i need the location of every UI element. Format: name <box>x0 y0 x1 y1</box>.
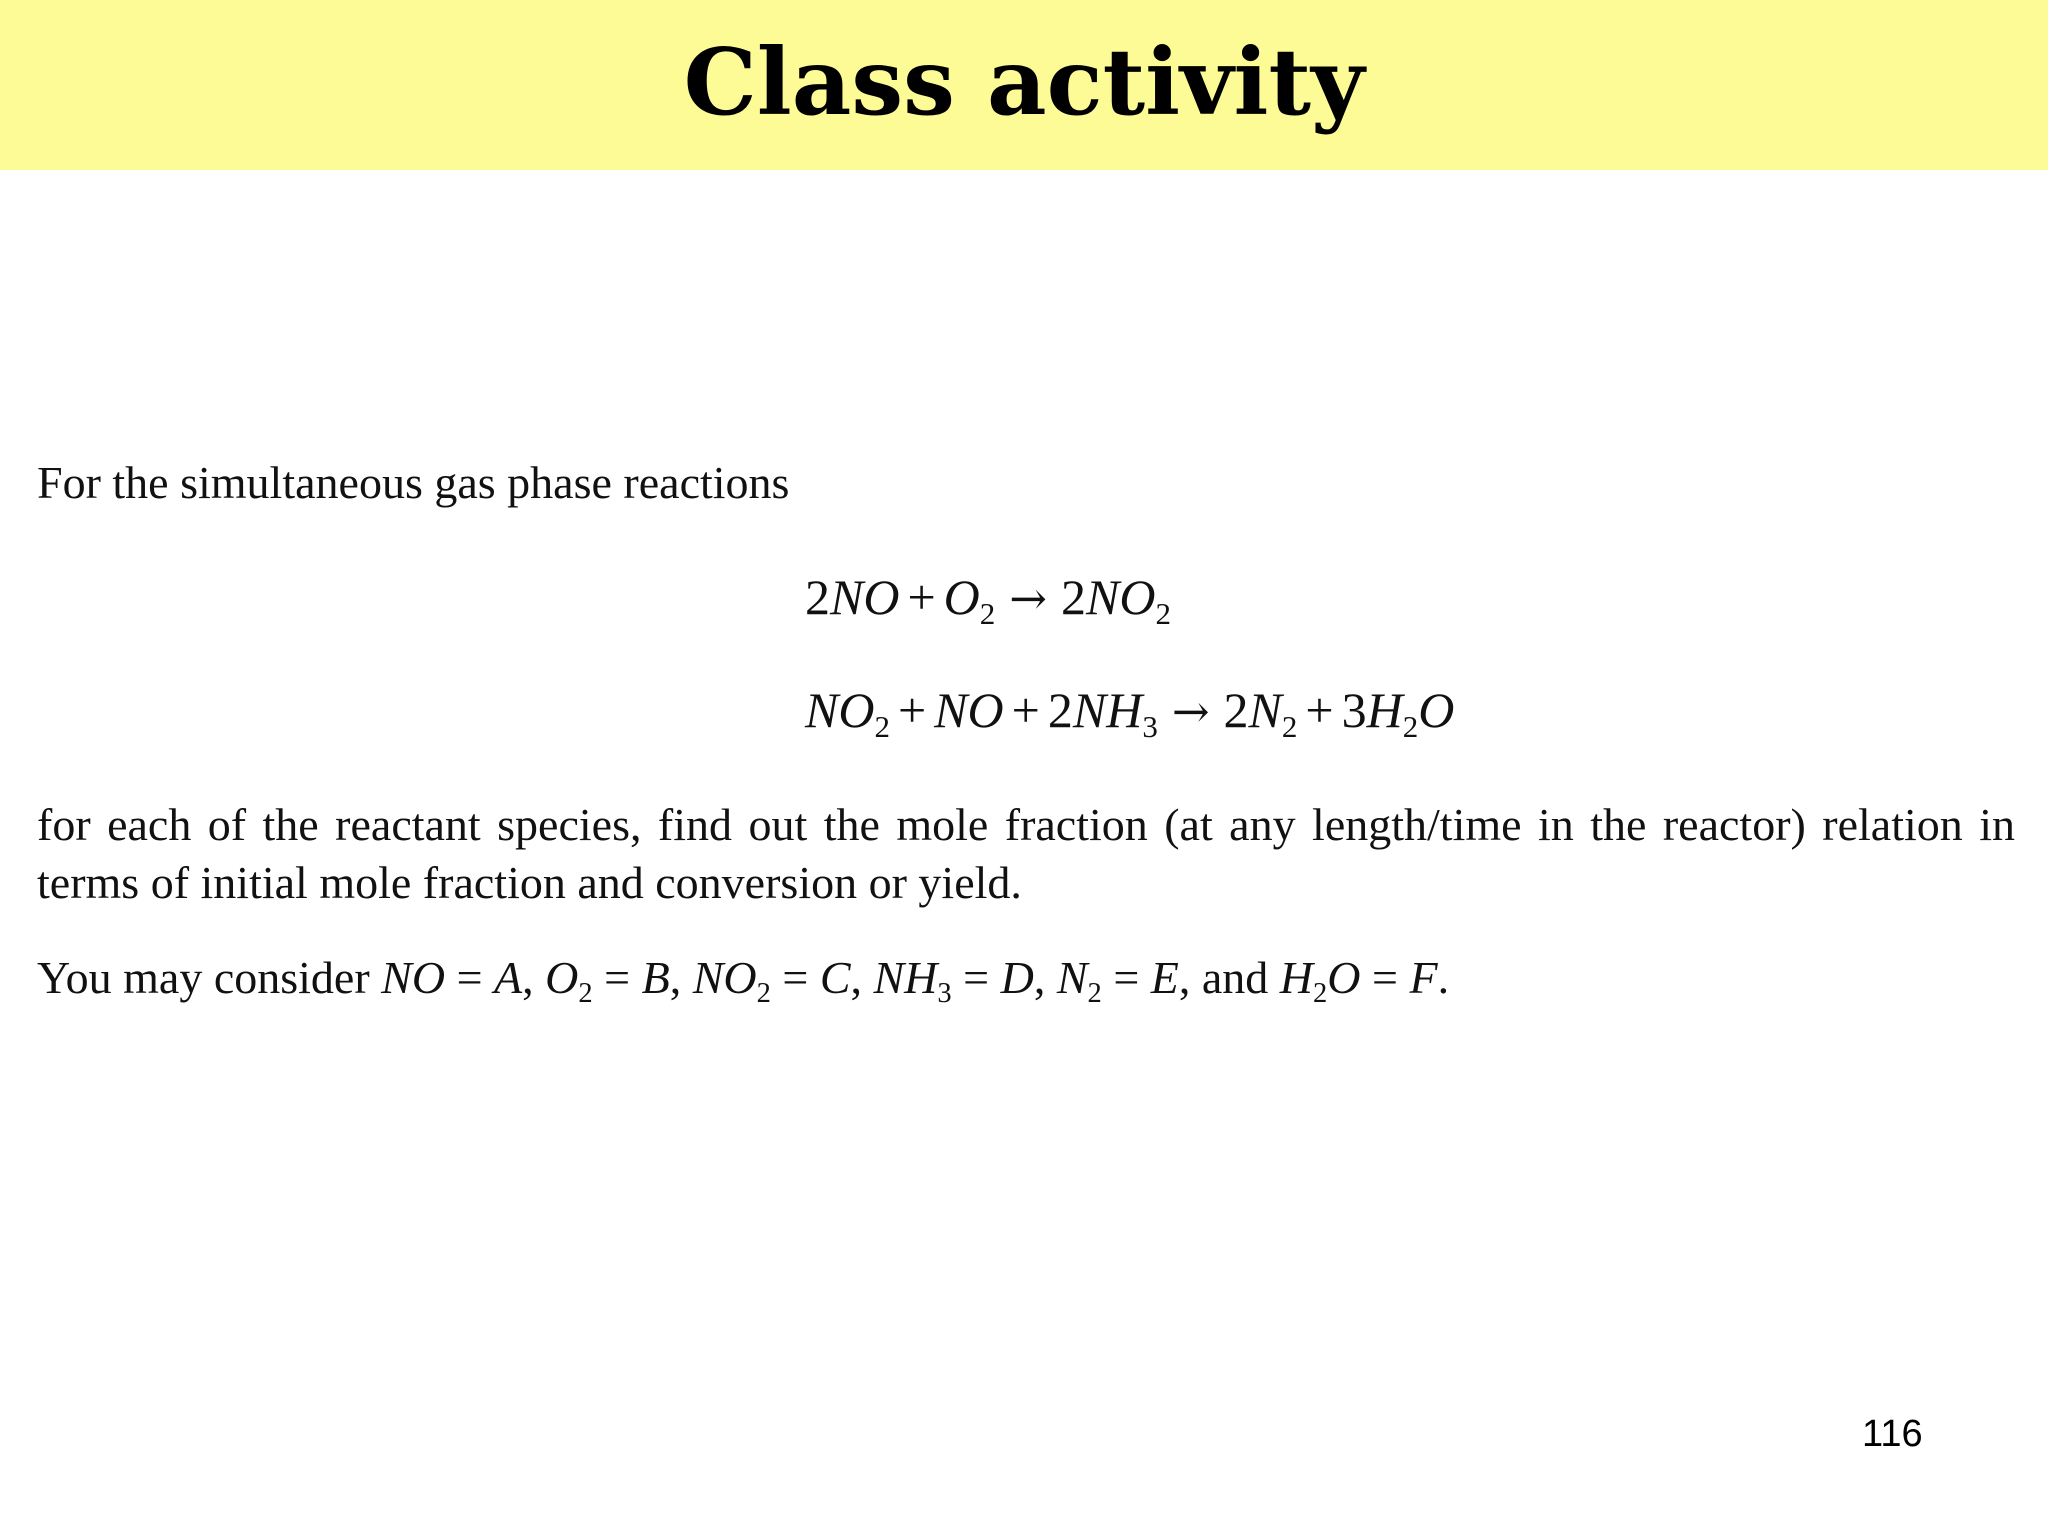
equals: = <box>951 952 1001 1003</box>
letter: B <box>641 952 670 1003</box>
species: H <box>1366 682 1403 738</box>
separator: , <box>1033 952 1057 1003</box>
subscript: 2 <box>578 978 593 1010</box>
species-tail: O <box>1418 682 1455 738</box>
subscript: 3 <box>1142 708 1158 744</box>
species: NO <box>805 682 875 738</box>
subscript: 3 <box>937 978 952 1010</box>
instruction-paragraph: for each of the reactant species, find out the mole fraction (at any length/time in the reactor) relation in terms of initial mole fraction and conversion or yield. <box>37 799 2015 908</box>
subscript: 2 <box>874 708 890 744</box>
subscript: 2 <box>1313 978 1328 1010</box>
reaction-arrow: → <box>1009 572 1047 625</box>
species: H <box>1279 952 1314 1003</box>
subscript: 2 <box>1402 708 1419 744</box>
subscript: 2 <box>756 978 771 1010</box>
species: NO <box>1086 569 1156 625</box>
species: O <box>545 952 579 1003</box>
species: NO <box>692 952 757 1003</box>
plus-sign: + <box>907 569 936 625</box>
subscript: 2 <box>1155 595 1171 631</box>
separator: , <box>850 952 874 1003</box>
letter: A <box>494 952 523 1003</box>
species: O <box>943 569 980 625</box>
intro-text: For the simultaneous gas phase reactions <box>37 457 790 508</box>
reaction-arrow: → <box>1171 685 1210 738</box>
plus-sign: + <box>1305 682 1334 738</box>
species: NH <box>1072 682 1143 738</box>
letter: C <box>819 952 851 1003</box>
consider-prefix: You may consider <box>37 952 382 1003</box>
plus-sign: + <box>897 682 927 738</box>
page-number: 116 <box>1862 1413 1923 1455</box>
separator: , and <box>1178 952 1280 1003</box>
species-tail: O <box>1327 952 1361 1003</box>
plus-sign: + <box>1011 682 1040 738</box>
subscript: 2 <box>979 595 996 631</box>
reaction-equation-2 <box>805 682 1455 744</box>
subscript: 2 <box>1281 708 1298 744</box>
species: NO <box>830 569 900 625</box>
coef: 2 <box>1047 682 1073 738</box>
equals: = <box>592 952 642 1003</box>
equals: = <box>445 952 495 1003</box>
species: N <box>1056 952 1088 1003</box>
equals: = <box>1360 952 1410 1003</box>
separator: . <box>1437 952 1450 1003</box>
letter: E <box>1150 952 1179 1003</box>
equals: = <box>1101 952 1151 1003</box>
subscript: 2 <box>1087 978 1102 1010</box>
species: NH <box>873 952 938 1003</box>
species: NO <box>381 952 446 1003</box>
coef: 2 <box>1061 569 1086 625</box>
species: N <box>1248 682 1282 738</box>
coef: 3 <box>1341 682 1367 738</box>
separator: , <box>522 952 546 1003</box>
letter: F <box>1409 952 1438 1003</box>
slide-title: Class activity <box>683 28 1365 136</box>
separator: , <box>669 952 693 1003</box>
species: NO <box>934 682 1004 738</box>
title-banner <box>0 0 2048 170</box>
coef: 2 <box>805 569 830 625</box>
reaction-equation-1 <box>805 569 1171 631</box>
species-mapping-line <box>37 952 1450 1010</box>
coef: 2 <box>1223 682 1249 738</box>
letter: D <box>1000 952 1034 1003</box>
equals: = <box>770 952 820 1003</box>
